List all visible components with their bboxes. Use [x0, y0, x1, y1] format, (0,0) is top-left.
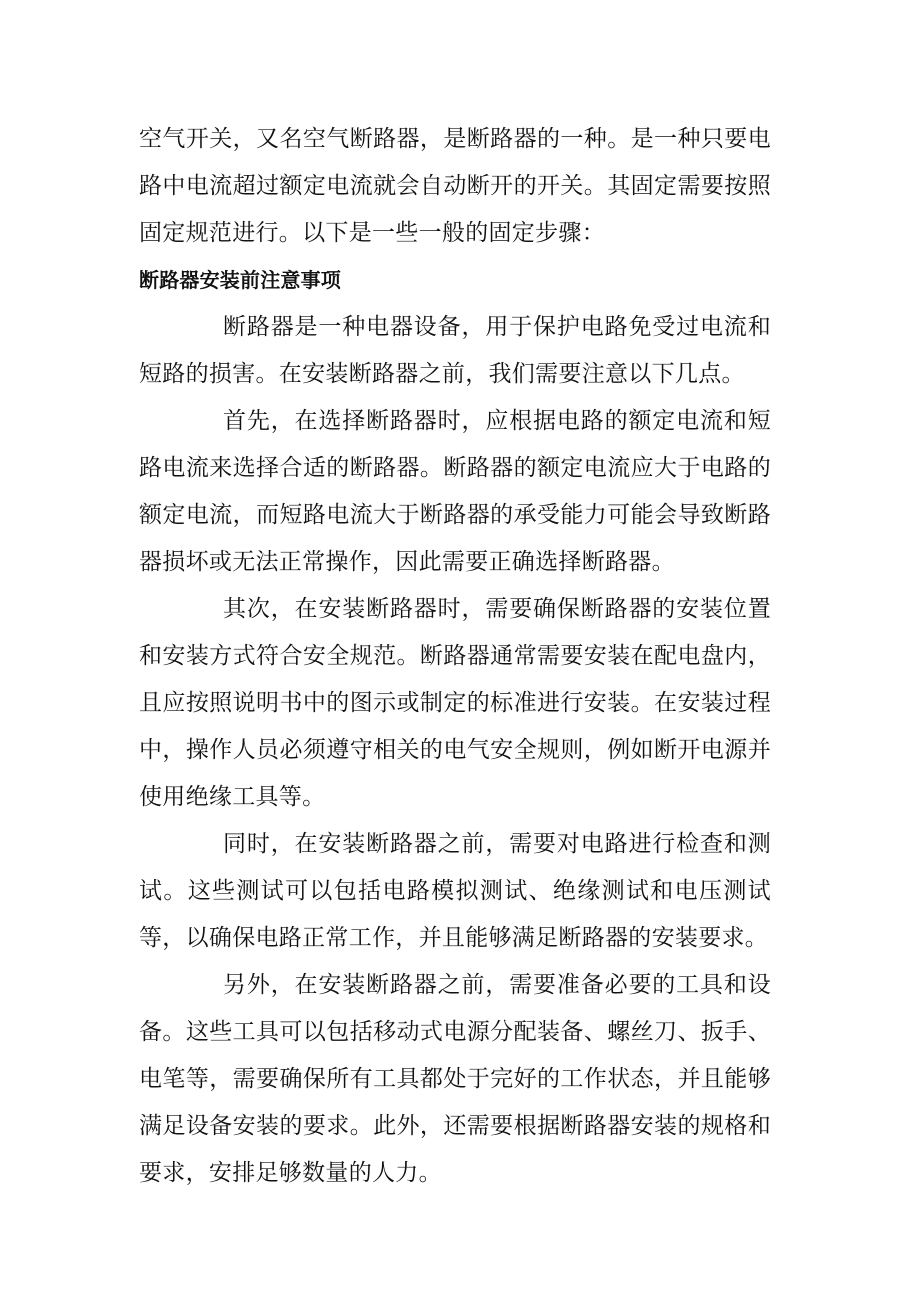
- paragraph-3: 其次，在安装断路器时，需要确保断路器的安装位置和安装方式符合安全规范。断路器通常需要安装在配电盘内，且应按照说明书中的图示或制定的标准进行安装。在安装过程中，操作人员必须遵守相关的电气安全规则，例如断开电源并使用绝缘工具等。: [139, 596, 771, 810]
- paragraph-5: 另外，在安装断路器之前，需要准备必要的工具和设备。这些工具可以包括移动式电源分配装备、螺丝刀、扳手、电笔等，需要确保所有工具都处于完好的工作状态，并且能够满足设备安装的要求。此外，还需要根据断路器安装的规格和要求，安排足够数量的人力。: [139, 972, 771, 1186]
- intro-paragraph: 空气开关，又名空气断路器，是断路器的一种。是一种只要电路中电流超过额定电流就会自动断开的开关。其固定需要按照固定规范进行。以下是一些一般的固定步骤：: [139, 126, 771, 246]
- paragraph-4: 同时，在安装断路器之前，需要对电路进行检查和测试。这些测试可以包括电路模拟测试、绝缘测试和电压测试等，以确保电路正常工作，并且能够满足断路器的安装要求。: [139, 831, 771, 951]
- paragraph-1: 断路器是一种电器设备，用于保护电路免受过电流和短路的损害。在安装断路器之前，我们需要注意以下几点。: [139, 314, 771, 387]
- paragraph-2: 首先，在选择断路器时，应根据电路的额定电流和短路电流来选择合适的断路器。断路器的额定电流应大于电路的额定电流，而短路电流大于断路器的承受能力可能会导致断路器损坏或无法正常操作，因此需要正确选择断路器。: [139, 408, 771, 575]
- document-body: [139, 116, 771, 1197]
- section-heading: 断路器安装前注意事项: [139, 268, 341, 292]
